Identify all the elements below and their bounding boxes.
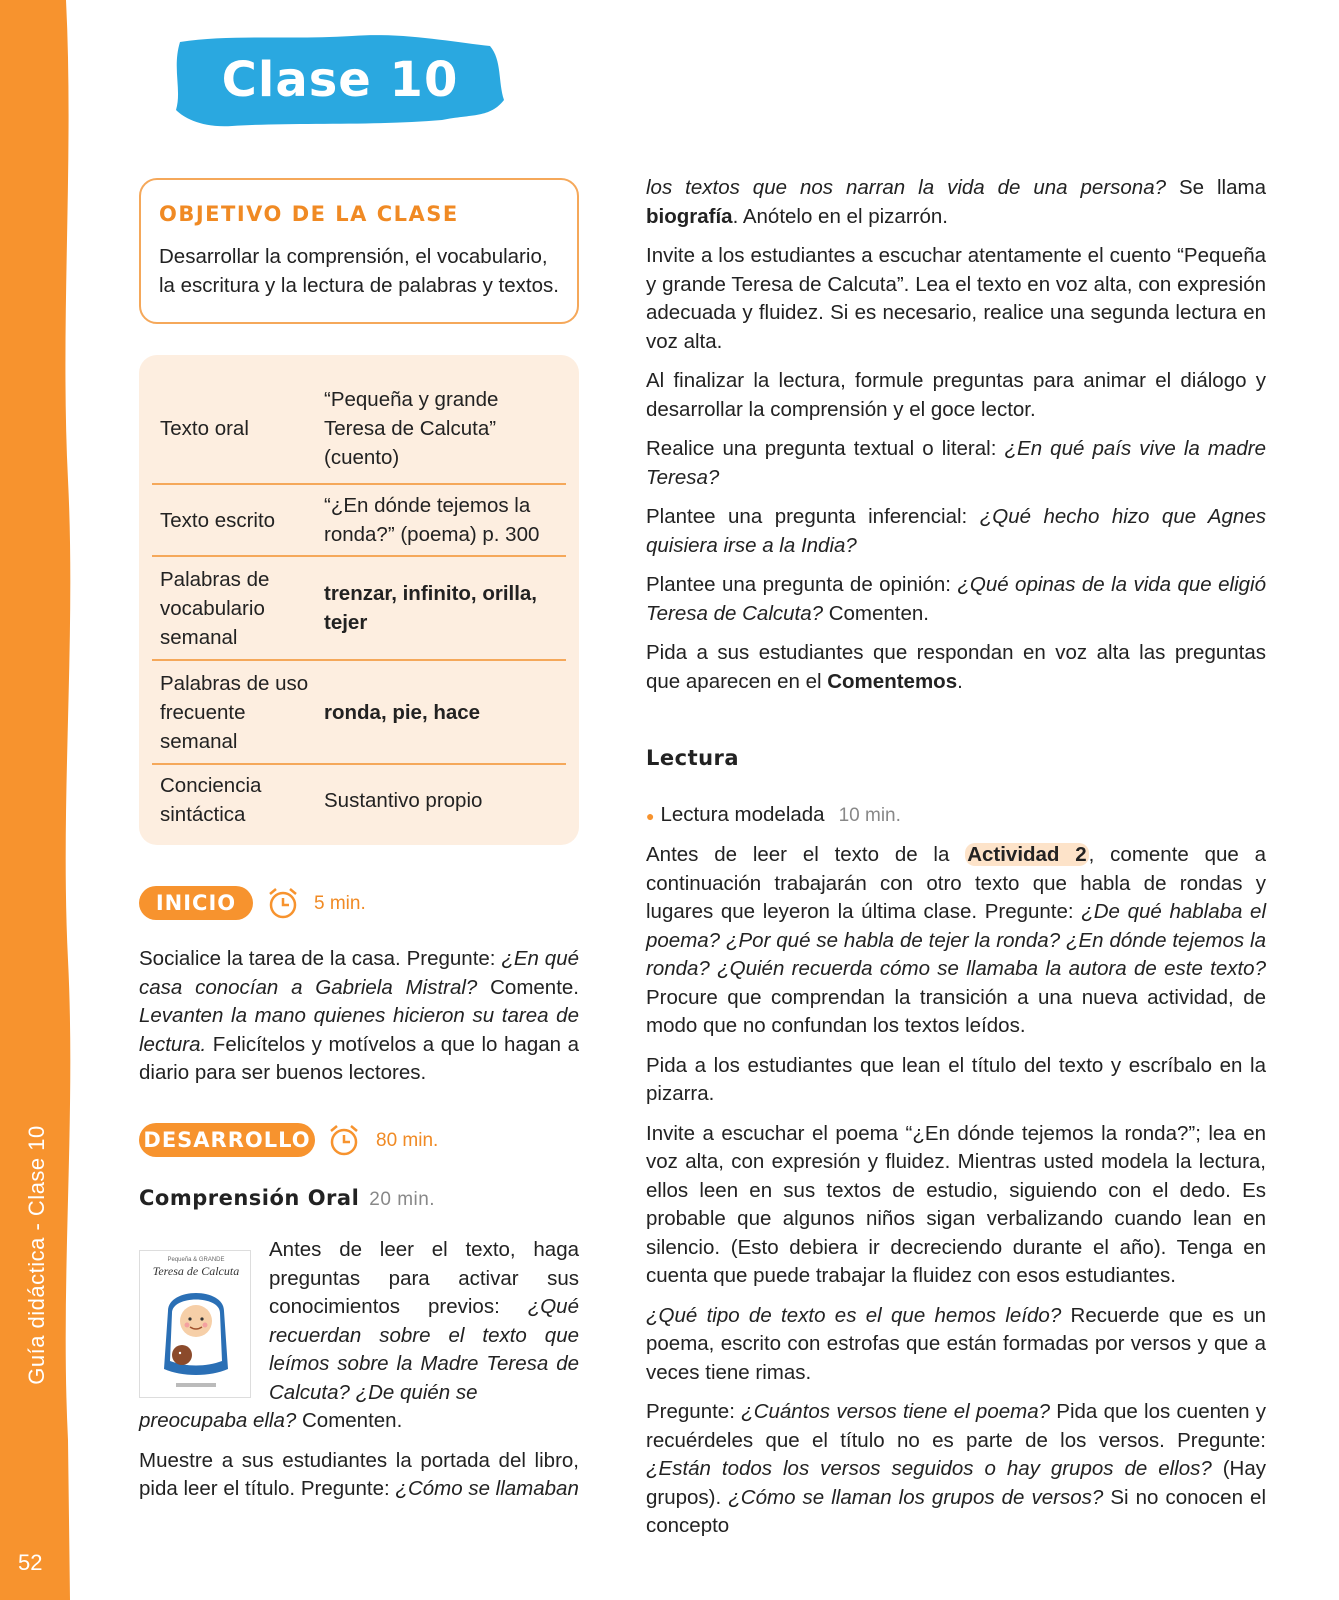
- page-title: Clase 10: [221, 52, 459, 108]
- comprension-oral-heading: [139, 1186, 435, 1211]
- svg-text:Teresa de Calcuta: Teresa de Calcuta: [152, 1264, 240, 1278]
- comprension-oral-title: Comprensión Oral: [139, 1186, 360, 1210]
- objective-box: [139, 178, 579, 324]
- lectura-heading: Lectura: [646, 746, 740, 770]
- table-key: Palabras de uso frecuente semanal: [160, 671, 309, 753]
- right-column-bottom: Antes de leer el texto de la Actividad 2, comente que a continuación trabajarán con otro texto que habla de rondas y lugares que leyeron la última clase. Pregunte: ¿De qué hablaba el poema? ¿Por qué se habla de tejer la ronda? ¿En dónde tejemos la ronda? ¿Quién recuerda cómo se llamaba la autora de este texto? Procure que comprendan la transición a una nueva actividad, de modo que no confundan los textos leídos. Pida a los estudiantes que lean el título del texto y escríbalo en la pizarra. Invite a escuchar el poema “¿En dónde tejemos la ronda?”; lea en voz alta, con expresión y fluidez. Mientras usted modela la lectura, ellos leen en sus textos de estudio, siguiendo con el dedo. Es probable que algunos niños sigan verbalizando cuando lean en silencio. (Esto debiera ir decreciendo durante el año). Tenga en cuenta que puede trabajar la fluidez con esos estudiantes. ¿Qué tipo de texto es el que hemos leído? Recuerde que es un poema, escrito con estrofas que están formadas por versos y que a veces tiene rimas. Pregunte: ¿Cuántos versos tiene el poema? Pida que los cuenten y recuérdeles que el título no es parte de los versos. Pregunte: ¿Están todos los versos seguidos o hay grupos de ellos? (Hay grupos). ¿Cómo se llaman los grupos de versos? Si no conocen el concepto: [646, 843, 1267, 1537]
- comprension-oral-text: Antes de leer el texto, haga preguntas para activar sus conocimientos previos: ¿Qué recuerdan sobre el texto que leímos sobre la Madre Teresa de Calcuta? ¿De quién se preocupaba ella? Comenten. Muestre a sus estudiantes la portada del libro, pida leer el título. Pregunte: ¿Cómo se llamaban: [139, 1238, 579, 1500]
- alarm-clock-icon: [327, 1123, 361, 1157]
- lectura-bullet-label: Lectura modelada: [660, 803, 825, 826]
- sidebar: [0, 0, 72, 1600]
- inicio-text: Socialice la tarea de la casa. Pregunte: ¿En qué casa conocían a Gabriela Mistral? Comente. Levanten la mano quienes hicieron su tarea de lectura. Felicítelos y motívelos a que lo hagan a diario para ser buenos lectores.: [139, 947, 579, 1084]
- objective-heading: OBJETIVO DE LA CLASE: [159, 202, 459, 226]
- table-value: trenzar, infinito, orilla, tejer: [324, 582, 537, 634]
- table-key: Palabras de vocabulario semanal: [160, 567, 270, 649]
- comprension-oral-minutes: 20 min.: [369, 1189, 436, 1210]
- table-row: [152, 557, 566, 661]
- sidebar-label: Guía didáctica - Clase 10: [24, 1125, 49, 1385]
- table-row: [152, 485, 566, 557]
- title-banner: [172, 30, 508, 130]
- table-key: Texto oral: [160, 416, 249, 440]
- right-column-top: los textos que nos narran la vida de una persona? Se llama biografía. Anótelo en el pizarrón. Invite a los estudiantes a escuchar atentamente el cuento “Pequeña y grande Teresa de Calcuta”. Lea el texto en voz alta, con expresión adecuada y fluidez. Si es necesario, realice una segunda lectura en voz alta. Al finalizar la lectura, formule preguntas para animar el diálogo y desarrollar la comprensión y el goce lector. Realice una pregunta textual o literal: ¿En qué país vive la madre Teresa? Plantee una pregunta inferencial: ¿Qué hecho hizo que Agnes quisiera irse a la India? Plantee una pregunta de opinión: ¿Qué opinas de la vida que eligió Teresa de Calcuta? Comenten. Pida a sus estudiantes que respondan en voz alta las preguntas que aparecen en el Comentemos.: [646, 176, 1266, 693]
- inicio-pill: INICIO: [139, 886, 253, 920]
- table-row: [152, 661, 566, 765]
- objective-text: Desarrollar la comprensión, el vocabulario, la escritura y la lectura de palabras y textos.: [159, 245, 559, 297]
- table-key: Texto escrito: [160, 508, 276, 532]
- table-key: Conciencia sintáctica: [160, 774, 262, 826]
- lectura-bullet: [646, 803, 901, 827]
- lectura-minutes: 10 min.: [838, 805, 901, 826]
- table-value: Sustantivo propio: [324, 788, 483, 812]
- page-number: 52: [18, 1550, 43, 1575]
- alarm-clock-icon: [266, 886, 300, 920]
- info-table: [139, 355, 579, 845]
- table-row: [152, 373, 566, 485]
- bullet-dot-icon: ●: [646, 807, 655, 824]
- table-value: “¿En dónde tejemos la ronda?” (poema) p. 300: [324, 494, 540, 546]
- desarrollo-minutes: 80 min.: [376, 1130, 439, 1151]
- table-value: “Pequeña y grande Teresa de Calcuta” (cuento): [324, 387, 499, 469]
- table-row: [152, 765, 566, 835]
- desarrollo-pill: DESARROLLO: [139, 1123, 315, 1157]
- svg-text:Pequeña & GRANDE: Pequeña & GRANDE: [167, 1257, 225, 1263]
- table-value: ronda, pie, hace: [324, 700, 481, 724]
- inicio-minutes: 5 min.: [314, 893, 366, 914]
